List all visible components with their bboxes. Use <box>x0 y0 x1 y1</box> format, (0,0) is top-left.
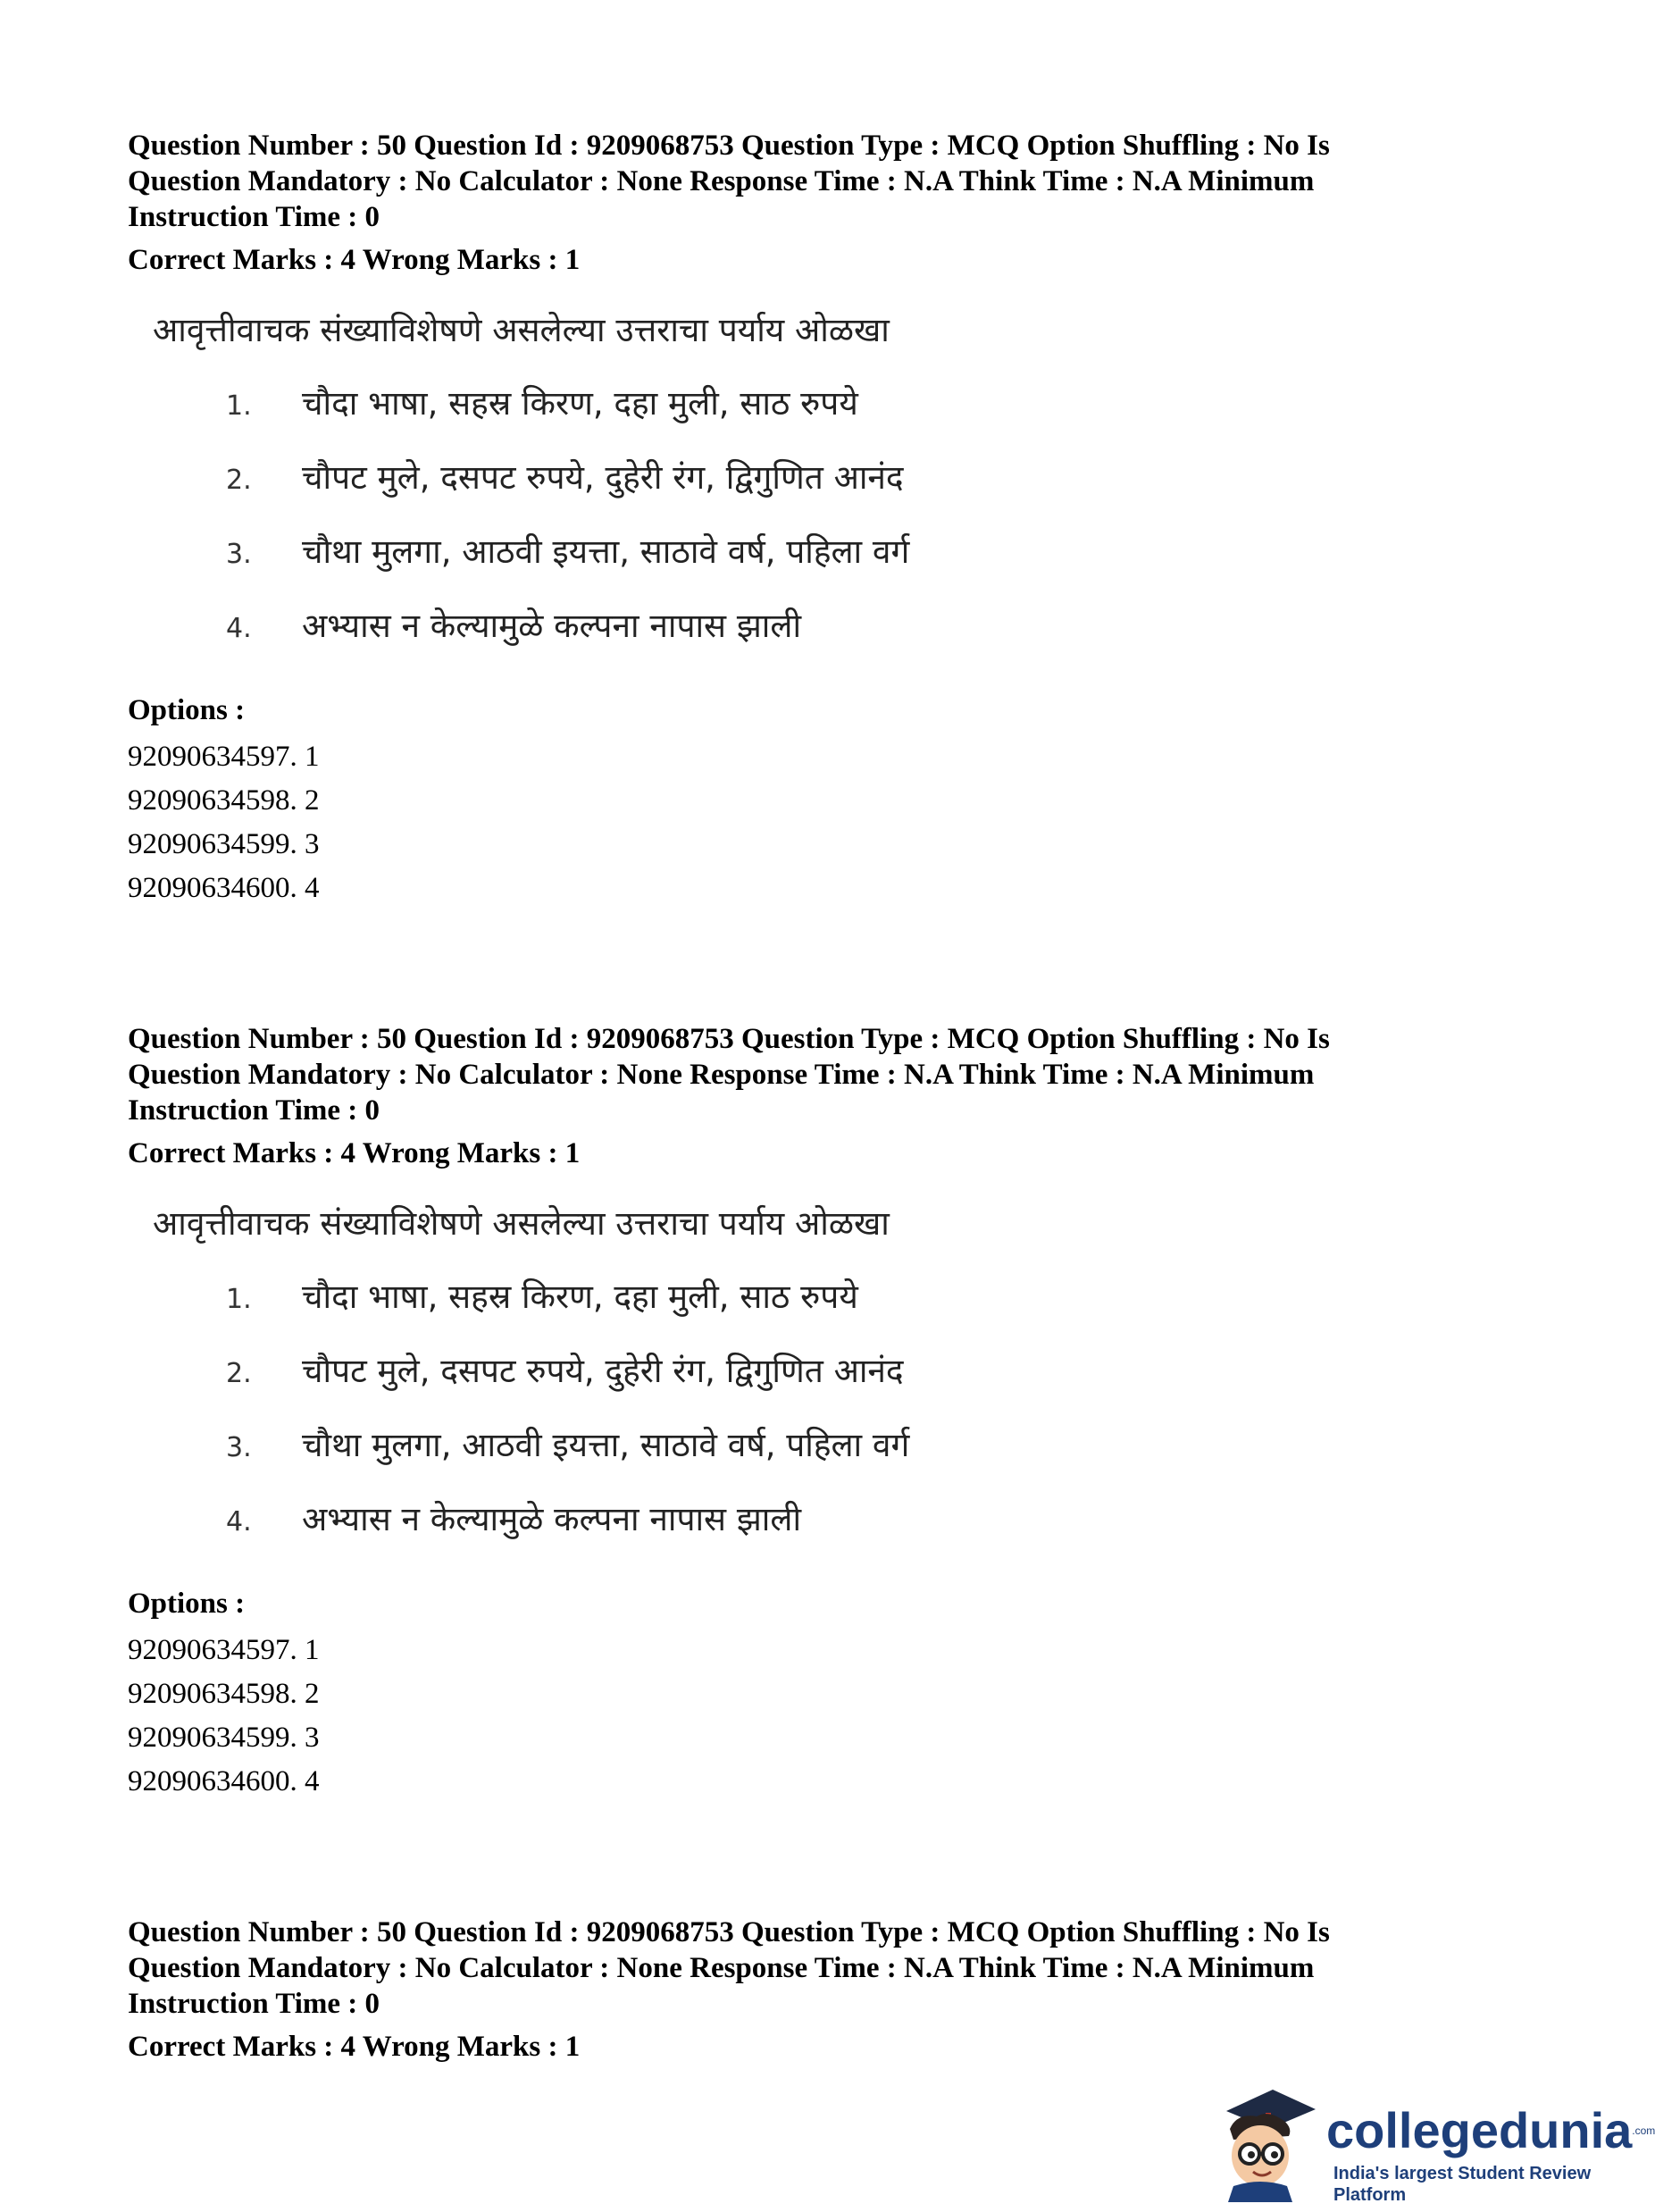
option-item: 92090634599. 3 <box>128 1722 320 1754</box>
marks-line: Correct Marks : 4 Wrong Marks : 1 <box>128 244 581 276</box>
question-choice <box>226 1425 909 1469</box>
question-meta-line-2: Question Mandatory : No Calculator : None Response Time : N.A Think Time : N.A Minimum <box>128 1952 1315 1984</box>
question-choice <box>226 457 904 501</box>
question-stem: आवृत्तीवाचक संख्याविशेषणे असलेल्या उत्तराचा पर्याय ओळखा <box>153 311 890 349</box>
logo-com-text: .com <box>1632 2124 1655 2137</box>
marks-line: Correct Marks : 4 Wrong Marks : 1 <box>128 2031 581 2063</box>
option-item: 92090634600. 4 <box>128 872 320 904</box>
choice-text: चौदा भाषा, सहस्र किरण, दहा मुली, साठ रुपये <box>302 384 858 423</box>
question-meta-line-1: Question Number : 50 Question Id : 9209068753 Question Type : MCQ Option Shuffling : No Is <box>128 1916 1330 1948</box>
options-label: Options : <box>128 1588 246 1620</box>
choice-number: 3. <box>226 539 252 570</box>
question-image <box>128 1187 1521 1545</box>
question-choice <box>226 532 909 575</box>
question-choice <box>226 1277 858 1320</box>
choice-number: 1. <box>226 390 252 422</box>
choice-number: 3. <box>226 1432 252 1463</box>
logo-wordmark <box>1326 2104 1655 2158</box>
choice-number: 1. <box>226 1284 252 1315</box>
question-meta-line-1: Question Number : 50 Question Id : 9209068753 Question Type : MCQ Option Shuffling : No Is <box>128 130 1330 162</box>
choice-text: चौथा मुलगा, आठवी इयत्ता, साठावे वर्ष, पहिला वर्ग <box>302 532 910 571</box>
option-item: 92090634597. 1 <box>128 1634 320 1666</box>
question-block-1 <box>128 128 1521 910</box>
question-block-2 <box>128 1021 1521 1804</box>
choice-number: 2. <box>226 1358 252 1389</box>
question-meta-line-1: Question Number : 50 Question Id : 9209068753 Question Type : MCQ Option Shuffling : No Is <box>128 1023 1330 1055</box>
question-meta-line-2: Question Mandatory : No Calculator : None Response Time : N.A Think Time : N.A Minimum <box>128 1059 1315 1091</box>
choice-number: 4. <box>226 613 252 644</box>
question-choice <box>226 383 858 427</box>
choice-number: 2. <box>226 465 252 496</box>
choice-text: अभ्यास न केल्यामुळे कल्पना नापास झाली <box>302 1500 802 1538</box>
options-label: Options : <box>128 694 246 726</box>
question-meta-line-3: Instruction Time : 0 <box>128 1988 380 2020</box>
option-item: 92090634600. 4 <box>128 1765 320 1797</box>
choice-text: चौपट मुले, दसपट रुपये, दुहेरी रंग, द्विगुणित आनंद <box>302 1352 904 1390</box>
question-meta-line-3: Instruction Time : 0 <box>128 1094 380 1127</box>
choice-number: 4. <box>226 1506 252 1538</box>
question-choice <box>226 1499 801 1543</box>
question-stem: आवृत्तीवाचक संख्याविशेषणे असलेल्या उत्तराचा पर्याय ओळखा <box>153 1204 890 1243</box>
choice-text: अभ्यास न केल्यामुळे कल्पना नापास झाली <box>302 607 802 645</box>
option-item: 92090634599. 3 <box>128 828 320 860</box>
choice-text: चौपट मुले, दसपट रुपये, दुहेरी रंग, द्विगुणित आनंद <box>302 458 904 497</box>
logo-name-text: collegedunia <box>1326 2102 1633 2158</box>
option-item: 92090634598. 2 <box>128 1678 320 1710</box>
student-mascot-icon <box>1210 2077 1317 2202</box>
choice-text: चौथा मुलगा, आठवी इयत्ता, साठावे वर्ष, पहिला वर्ग <box>302 1426 910 1464</box>
question-block-3 <box>128 1915 1521 2065</box>
question-choice <box>226 606 801 649</box>
option-item: 92090634597. 1 <box>128 741 320 773</box>
question-choice <box>226 1351 904 1395</box>
collegedunia-logo[interactable] <box>1210 2077 1655 2205</box>
marks-line: Correct Marks : 4 Wrong Marks : 1 <box>128 1137 581 1169</box>
question-meta-line-3: Instruction Time : 0 <box>128 201 380 233</box>
logo-tagline: India's largest Student Review Platform <box>1333 2164 1592 2205</box>
option-item: 92090634598. 2 <box>128 784 320 817</box>
question-meta-line-2: Question Mandatory : No Calculator : None Response Time : N.A Think Time : N.A Minimum <box>128 165 1315 197</box>
question-image <box>128 294 1521 651</box>
choice-text: चौदा भाषा, सहस्र किरण, दहा मुली, साठ रुपये <box>302 1278 858 1316</box>
